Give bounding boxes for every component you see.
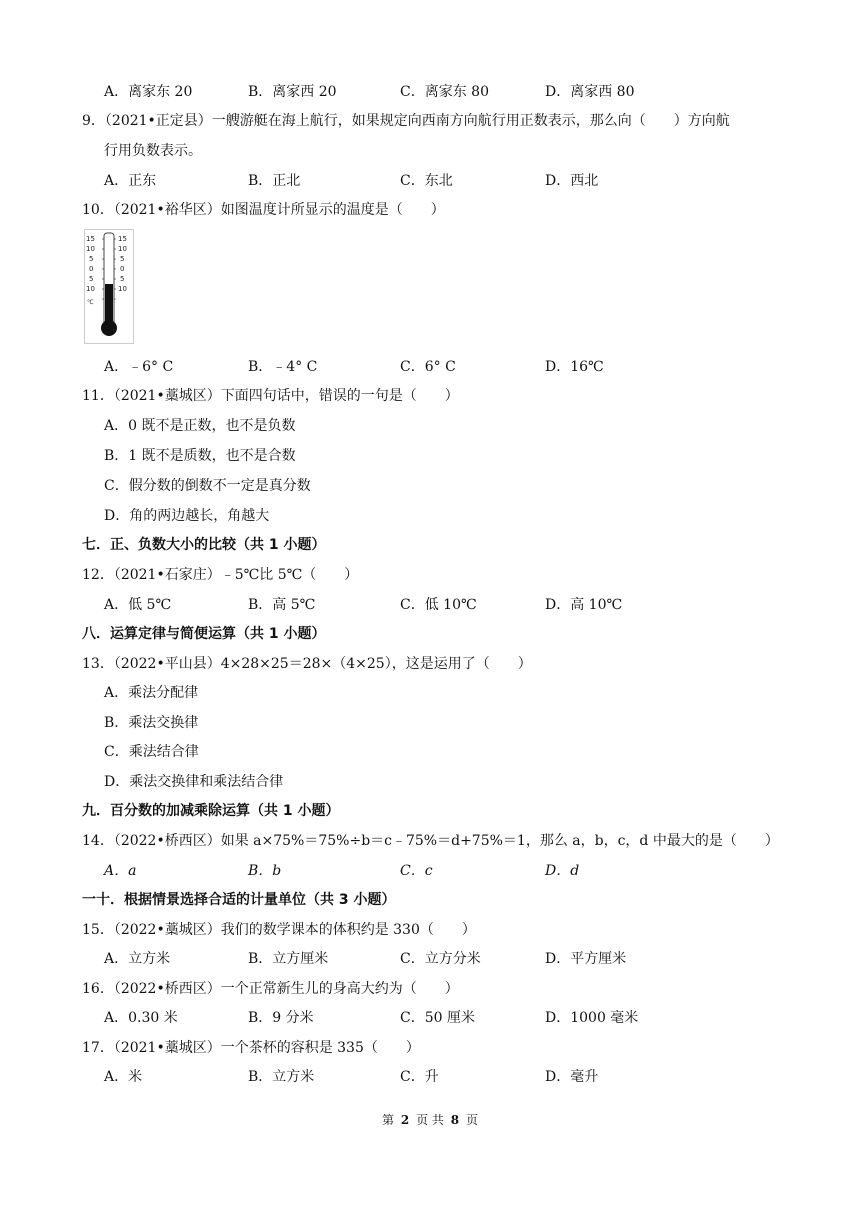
q9-option-b: B．正北 <box>248 173 301 189</box>
option-c: C．离家东 80 <box>400 84 489 100</box>
q16-option-c: C．50 厘米 <box>400 1010 475 1026</box>
thermo-right-15: 15 <box>118 235 127 243</box>
q16-option-b: B．9 分米 <box>248 1010 314 1026</box>
question-11-text: 11．（2021•藁城区）下面四句话中，错误的一句是（ ） <box>82 388 459 404</box>
thermometer-image <box>84 229 134 344</box>
q12-option-c: C．低 10℃ <box>400 597 477 613</box>
q14-option-c: C．c <box>400 863 433 879</box>
q13-option-d: D．乘法交换律和乘法结合律 <box>104 774 284 790</box>
section-9-heading: 九．百分数的加减乘除运算（共 1 小题） <box>82 803 340 819</box>
question-16-text: 16．（2022•桥西区）一个正常新生儿的身高大约为（ ） <box>82 981 459 997</box>
q14-option-a: A．a <box>104 863 137 879</box>
thermo-right-neg10: 10 <box>118 285 127 293</box>
q17-option-b: B．立方米 <box>248 1069 315 1085</box>
footer-prefix: 第 <box>382 1113 395 1127</box>
thermo-left-15: 15 <box>86 235 95 243</box>
q11-option-c: C．假分数的倒数不一定是真分数 <box>104 478 311 494</box>
q12-option-d: D．高 10℃ <box>545 597 623 613</box>
footer-page-number: 2 <box>400 1113 410 1127</box>
thermo-right-5: 5 <box>120 255 125 263</box>
question-10-text: 10．（2021•裕华区）如图温度计所显示的温度是（ ） <box>82 202 445 218</box>
section-7-heading: 七．正、负数大小的比较（共 1 小题） <box>82 537 326 553</box>
q9-option-d: D．西北 <box>545 173 599 189</box>
thermo-right-10: 10 <box>118 245 127 253</box>
q16-option-a: A．0.30 米 <box>104 1010 178 1026</box>
question-9-text: 9．（2021•正定县）一艘游艇在海上航行，如果规定向西南方向航行用正数表示，那么向（ ）方向航 <box>82 113 730 129</box>
thermo-left-10: 10 <box>86 245 95 253</box>
thermo-left-neg5: 5 <box>89 275 94 283</box>
q10-option-a: A．﹣6° C <box>104 359 174 375</box>
thermo-unit: ℃ <box>87 299 94 306</box>
thermo-left-neg10: 10 <box>86 285 95 293</box>
q12-option-a: A．低 5℃ <box>104 597 172 613</box>
q9-option-c: C．东北 <box>400 173 453 189</box>
page-footer <box>0 1111 860 1129</box>
question-9-text-cont: 行用负数表示。 <box>104 143 202 159</box>
q11-option-b: B．1 既不是质数，也不是合数 <box>104 448 296 464</box>
q17-option-c: C．升 <box>400 1069 439 1085</box>
q17-option-a: A．米 <box>104 1069 143 1085</box>
q10-option-c: C．6° C <box>400 359 456 375</box>
q10-option-b: B．﹣4° C <box>248 359 318 375</box>
q11-option-d: D．角的两边越长，角越大 <box>104 508 270 524</box>
section-11-heading: 一十．根据情景选择合适的计量单位（共 3 小题） <box>82 892 396 908</box>
q15-option-b: B．立方厘米 <box>248 951 329 967</box>
q15-option-d: D．平方厘米 <box>545 951 627 967</box>
thermo-right-0: 0 <box>120 265 125 273</box>
section-8-heading: 八．运算定律与简便运算（共 1 小题） <box>82 626 326 642</box>
q13-option-c: C．乘法结合律 <box>104 744 199 760</box>
q14-option-d: D．d <box>545 863 580 879</box>
question-15-text: 15．（2022•藁城区）我们的数学课本的体积约是 330（ ） <box>82 922 476 938</box>
footer-total-pages: 8 <box>450 1113 460 1127</box>
thermo-right-neg5: 5 <box>120 275 125 283</box>
thermo-left-0: 0 <box>89 265 94 273</box>
option-a: A．离家东 20 <box>104 84 193 100</box>
q12-option-b: B．高 5℃ <box>248 597 316 613</box>
option-b: B．离家西 20 <box>248 84 337 100</box>
q14-option-b: B．b <box>248 863 282 879</box>
footer-suffix: 页 <box>465 1113 478 1127</box>
thermo-left-5: 5 <box>89 255 94 263</box>
q15-option-a: A．立方米 <box>104 951 171 967</box>
question-17-text: 17．（2021•藁城区）一个茶杯的容积是 335（ ） <box>82 1040 420 1056</box>
option-d: D．离家西 80 <box>545 84 635 100</box>
question-12-text: 12．（2021•石家庄）﹣5℃比 5℃（ ） <box>82 567 359 583</box>
q13-option-a: A．乘法分配律 <box>104 685 199 701</box>
question-14-text: 14．（2022•桥西区）如果 a×75%＝75%÷b＝c﹣75%＝d+75%＝1，那么 a，b，c，d 中最大的是（ ） <box>82 833 779 849</box>
question-13-text: 13．（2022•平山县）4×28×25＝28×（4×25），这是运用了（ ） <box>82 656 532 672</box>
footer-mid2: 共 <box>431 1113 444 1127</box>
q15-option-c: C．立方分米 <box>400 951 481 967</box>
footer-mid1: 页 <box>416 1113 429 1127</box>
q9-option-a: A．正东 <box>104 173 157 189</box>
q11-option-a: A．0 既不是正数，也不是负数 <box>104 418 296 434</box>
q13-option-b: B．乘法交换律 <box>104 715 199 731</box>
q17-option-d: D．毫升 <box>545 1069 599 1085</box>
q10-option-d: D．16℃ <box>545 359 604 375</box>
q16-option-d: D．1000 毫米 <box>545 1010 639 1026</box>
